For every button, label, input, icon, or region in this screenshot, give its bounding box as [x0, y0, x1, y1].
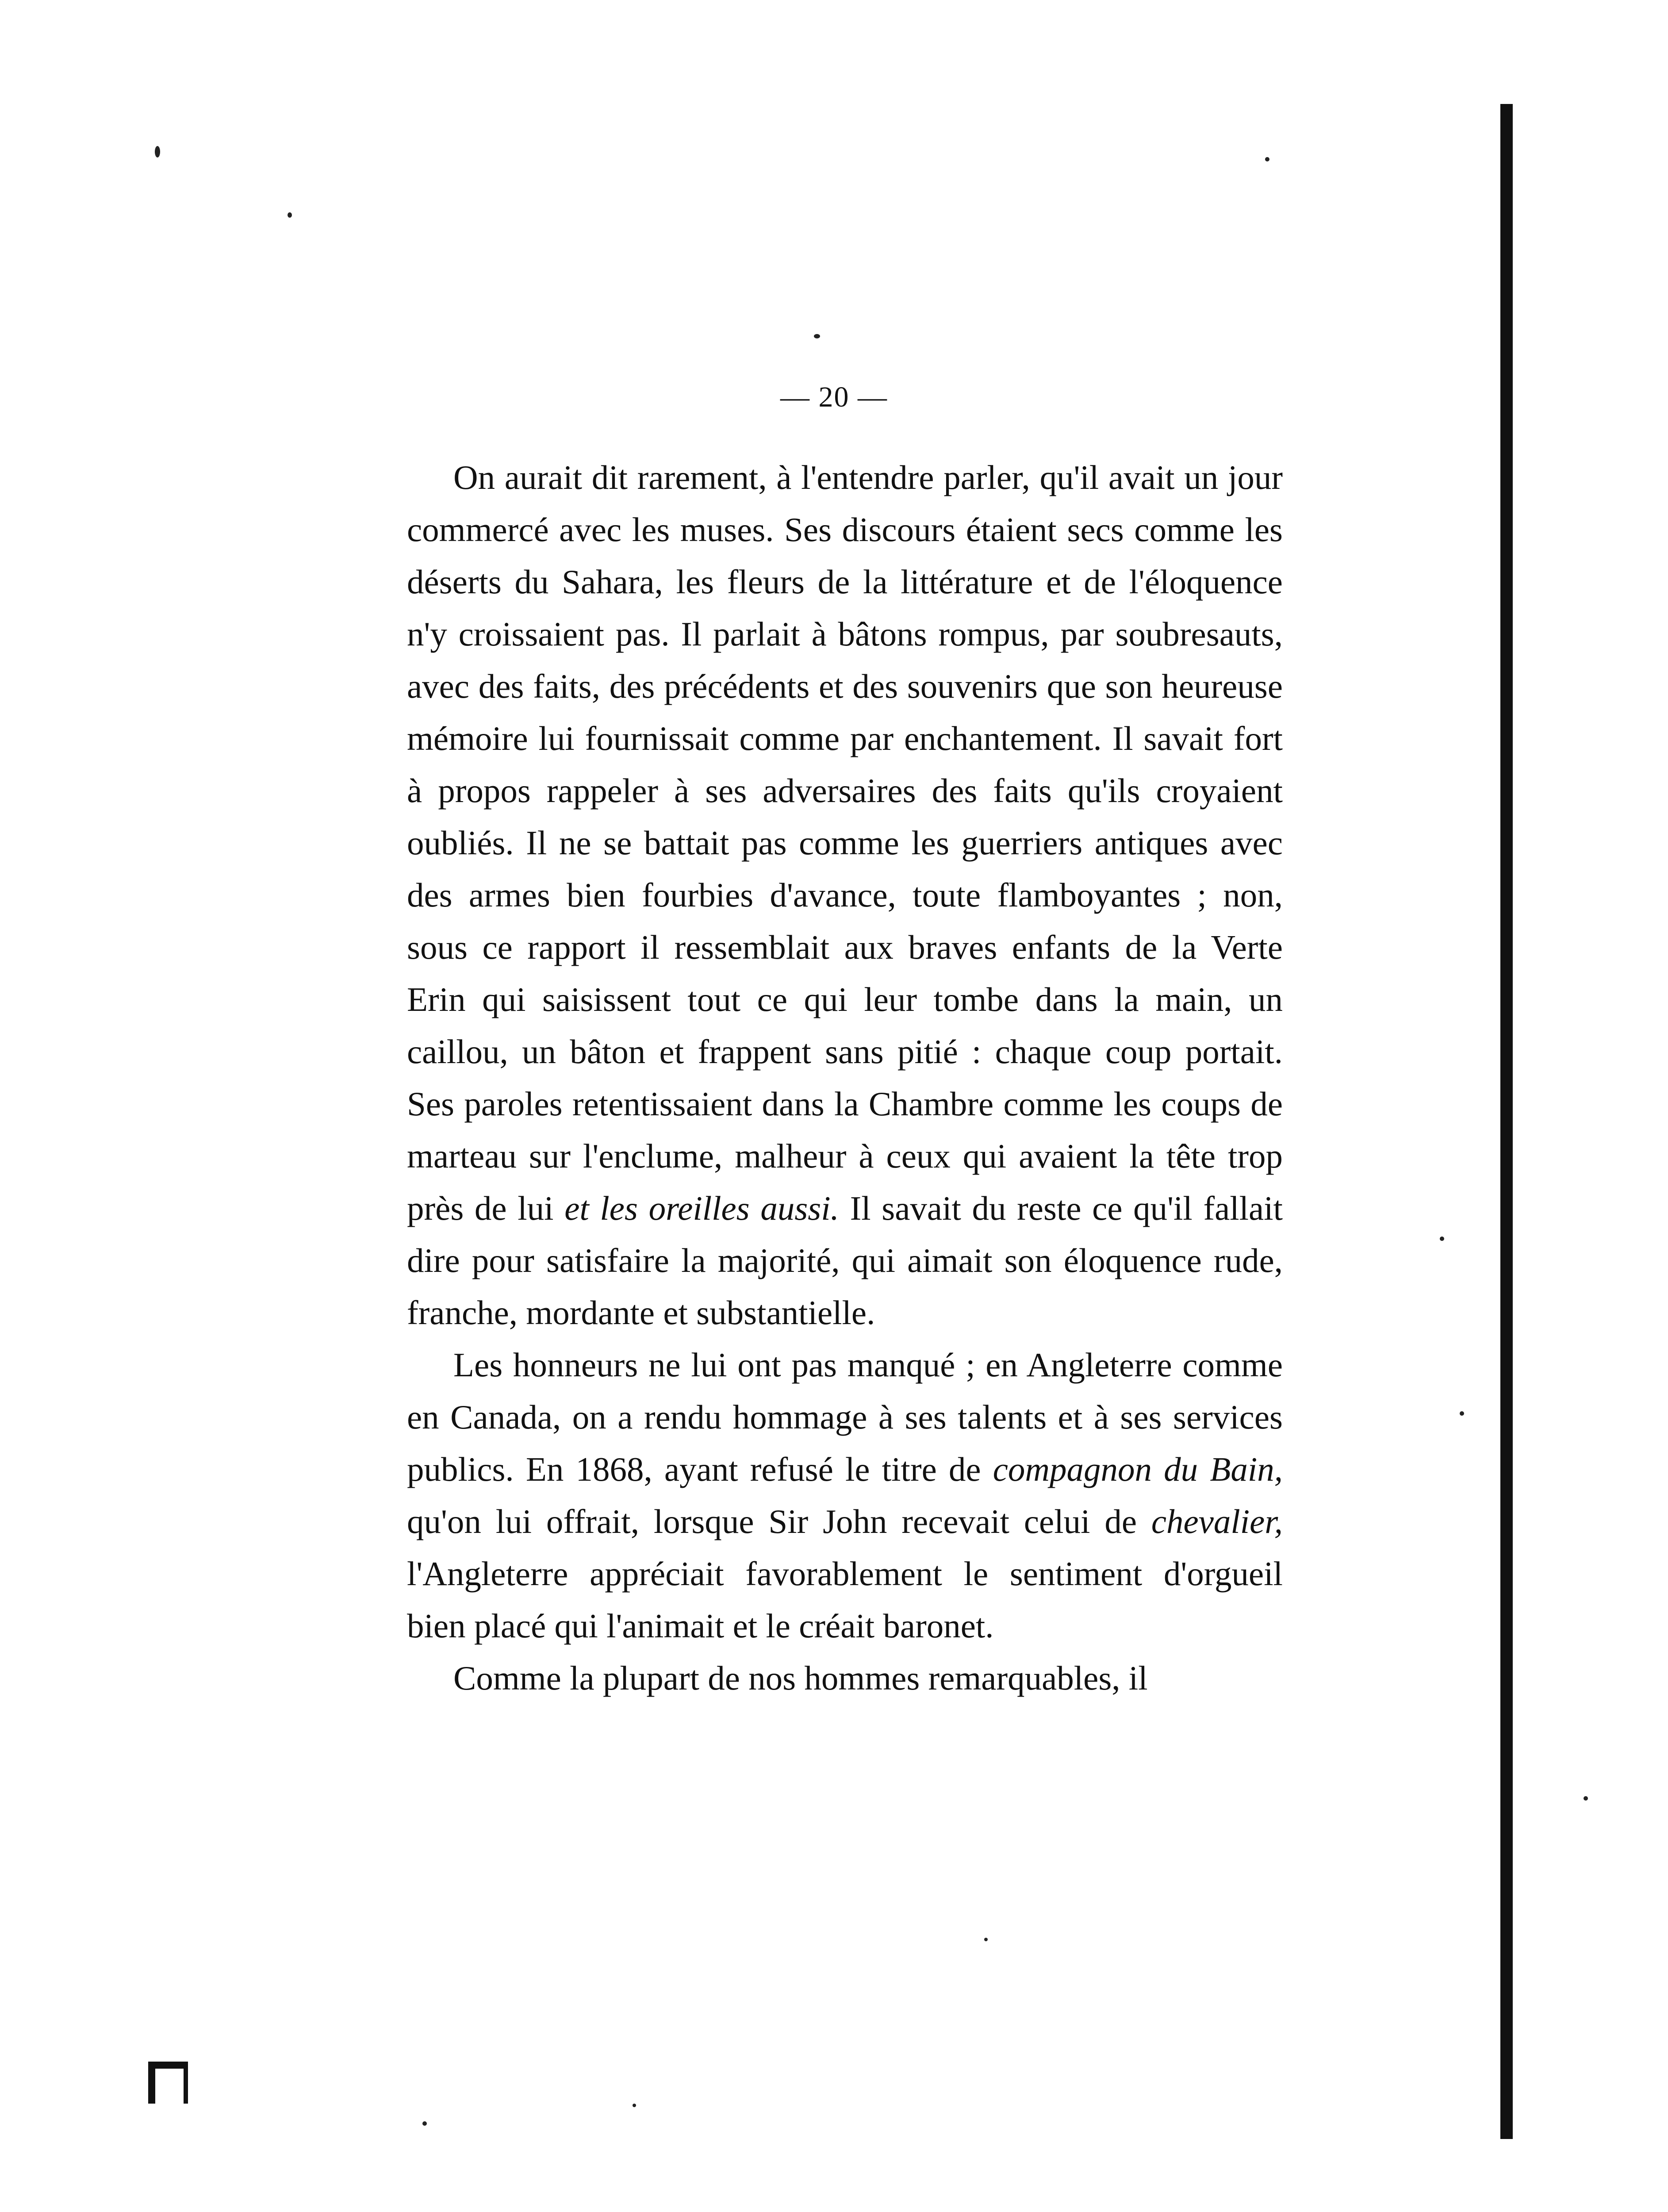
scan-speck — [814, 334, 820, 338]
scan-corner-mark — [148, 2062, 188, 2104]
paragraph-text: Comme la plupart de nos hommes remarquables, il — [453, 1659, 1148, 1697]
paragraph-text: On aurait dit rarement, à l'entendre parler, qu'il avait un jour commercé avec les muses. Ses discours étaient secs comme les déserts du Sahara, les fleurs de la littérature et de l'éloquence n'y croissaient pas. Il parlait à bâtons rompus, par soubresauts, avec des faits, des précédents et des souvenirs que son heureuse mémoire lui fournissait comme par enchantement. Il savait fort à propos rappeler à ses adversaires des faits qu'ils croyaient oubliés. Il ne se battait pas comme les guerriers antiques avec des armes bien fourbies d'avance, toute flamboyantes ; non, sous ce rapport il ressemblait aux braves enfants de la Verte Erin qui saisissent tout ce qui leur tombe dans la main, un caillou, un bâton et frappent sans pitié : chaque coup portait. Ses paroles retentissaient dans la Chambre comme les coups de marteau sur l'enclume, malheur à ceux qui avaient la tête trop près de lui — [407, 458, 1283, 1227]
scan-speck — [1584, 1796, 1588, 1801]
body-text — [407, 451, 1283, 1704]
scan-speck — [984, 1938, 988, 1941]
italic-phrase: et les oreilles aussi. — [564, 1189, 839, 1227]
paragraph-text: l'Angleterre appréciait favorablement le sentiment d'orgueil bien placé qui l'animait et le créait baronet. — [407, 1555, 1283, 1645]
italic-phrase: chevalier, — [1151, 1502, 1283, 1540]
paragraph-text: Les honneurs ne lui ont pas manqué ; en Angleterre comme en Canada, on a rendu hommage à ses talents et à ses services publics. En 1868, ayant refusé le titre de — [407, 1346, 1283, 1488]
scan-speck — [1265, 157, 1269, 161]
paragraph-text: qu'on lui offrait, lorsque Sir John recevait celui de — [407, 1502, 1137, 1540]
scan-speck — [1460, 1411, 1464, 1416]
paragraph — [407, 451, 1283, 1339]
scan-speck — [1440, 1237, 1444, 1241]
scan-speck — [155, 146, 160, 157]
italic-phrase: compagnon du Bain, — [993, 1450, 1283, 1488]
page-number: — 20 — — [780, 381, 888, 413]
paragraph-text: Il savait du reste ce qu'il fallait dire pour satisfaire la majorité, qui aimait son éloquence rude, franche, mordante et substantielle. — [407, 1189, 1283, 1332]
paragraph — [407, 1652, 1283, 1704]
scan-speck — [422, 2121, 427, 2126]
scan-speck — [633, 2104, 636, 2107]
paragraph — [407, 1339, 1283, 1652]
scan-speck — [288, 212, 292, 218]
